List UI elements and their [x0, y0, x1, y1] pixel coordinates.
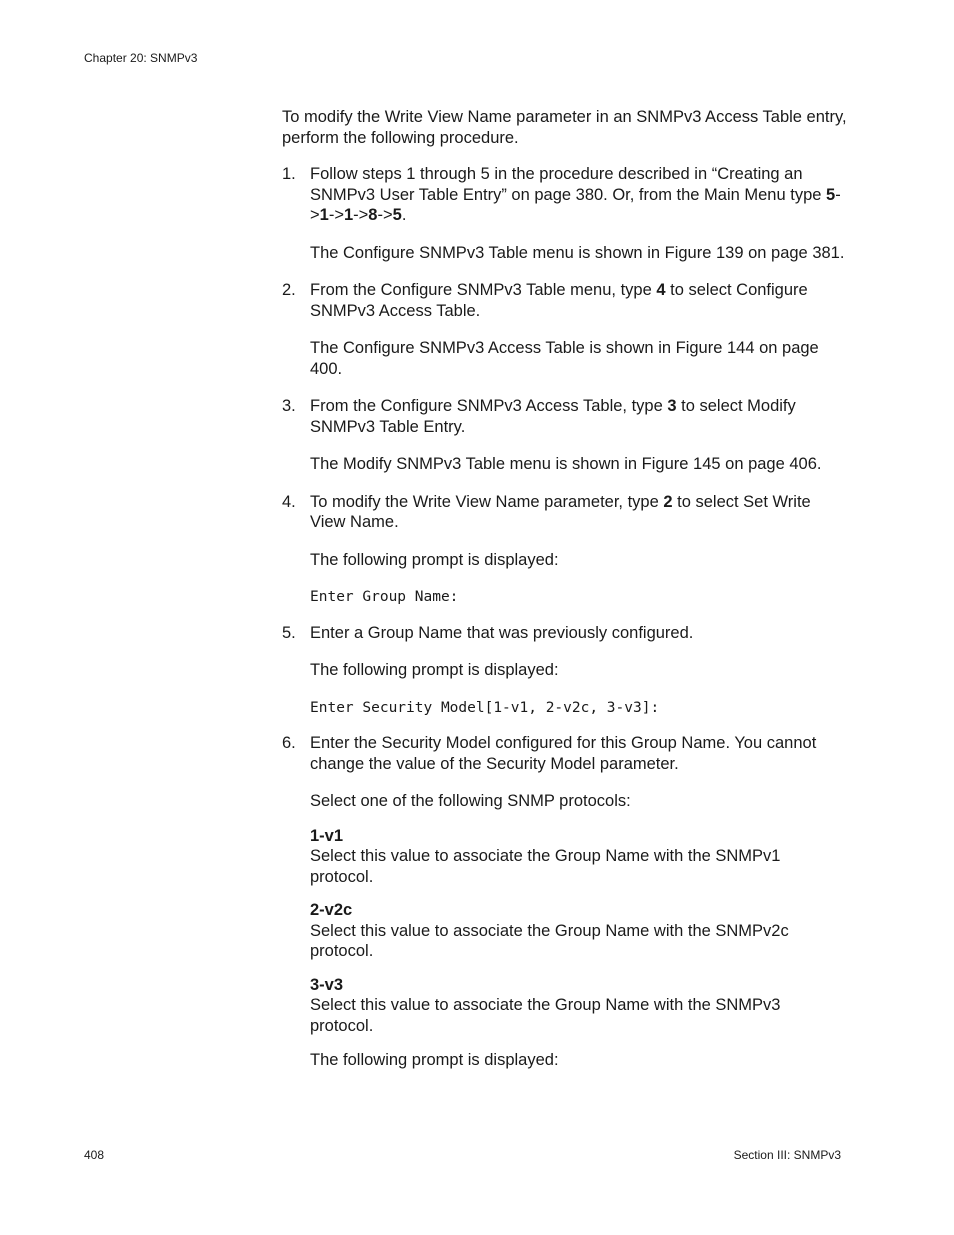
option-description: Select this value to associate the Group Name with the SNMPv2c protocol. [310, 921, 789, 960]
option-name: 1-v1 [310, 826, 344, 845]
step-number: 5. [282, 623, 296, 642]
running-footer: Section III: SNMPv3 [733, 1148, 841, 1162]
step-text: Enter the Security Model configured for this Group Name. You cannot change the value of the Security Model parameter. [310, 734, 817, 773]
page-content [282, 107, 847, 1088]
step-note: The following prompt is displayed: [310, 550, 559, 569]
prompt-code: Enter Security Model[1-v1, 2-v2c, 3-v3]: [310, 699, 660, 716]
step-number: 6. [282, 734, 296, 752]
step-text: To modify the Write View Name parameter, type 2 to select Set Write View Name. [310, 492, 811, 531]
step-note: The following prompt is displayed: [310, 661, 559, 679]
closing-note: The following prompt is displayed: [310, 1051, 559, 1069]
page-number: 408 [84, 1148, 105, 1162]
prompt-code: Enter Group Name: [310, 589, 459, 605]
step-number: 4. [282, 492, 296, 511]
step-4 [282, 492, 847, 608]
option-name: 3-v3 [310, 975, 344, 994]
step-note: Select one of the following SNMP protocols: [310, 792, 631, 810]
step-text: From the Configure SNMPv3 Table menu, type 4 to select Configure SNMPv3 Access Table. [310, 281, 808, 320]
step-3 [282, 396, 847, 475]
step-text: Enter a Group Name that was previously configured. [310, 623, 694, 642]
step-text: Follow steps 1 through 5 in the procedure described in “Creating an SNMPv3 User Table Entry” on page 380. Or, from the Main Menu type 5->1->1->8->5. [310, 165, 841, 224]
step-note: The Configure SNMPv3 Table menu is shown in Figure 139 on page 381. [310, 243, 845, 262]
step-6 [282, 733, 847, 1071]
step-5 [282, 623, 847, 719]
step-note: The Modify SNMPv3 Table menu is shown in Figure 145 on page 406. [310, 455, 822, 473]
protocol-option [310, 975, 847, 1037]
running-header: Chapter 20: SNMPv3 [84, 51, 198, 65]
option-name: 2-v2c [310, 901, 353, 919]
step-2 [282, 280, 847, 379]
step-number: 1. [282, 165, 296, 183]
intro-paragraph: To modify the Write View Name parameter in an SNMPv3 Access Table entry, perform the following procedure. [282, 108, 847, 147]
step-text: From the Configure SNMPv3 Access Table, type 3 to select Modify SNMPv3 Table Entry. [310, 397, 796, 436]
step-note: The Configure SNMPv3 Access Table is shown in Figure 144 on page 400. [310, 339, 819, 378]
option-description: Select this value to associate the Group Name with the SNMPv3 protocol. [310, 996, 781, 1035]
protocol-option [310, 900, 847, 962]
step-number: 2. [282, 281, 296, 299]
step-number: 3. [282, 397, 296, 415]
step-1 [282, 164, 847, 263]
option-description: Select this value to associate the Group Name with the SNMPv1 protocol. [310, 847, 781, 886]
protocol-option [310, 826, 847, 888]
